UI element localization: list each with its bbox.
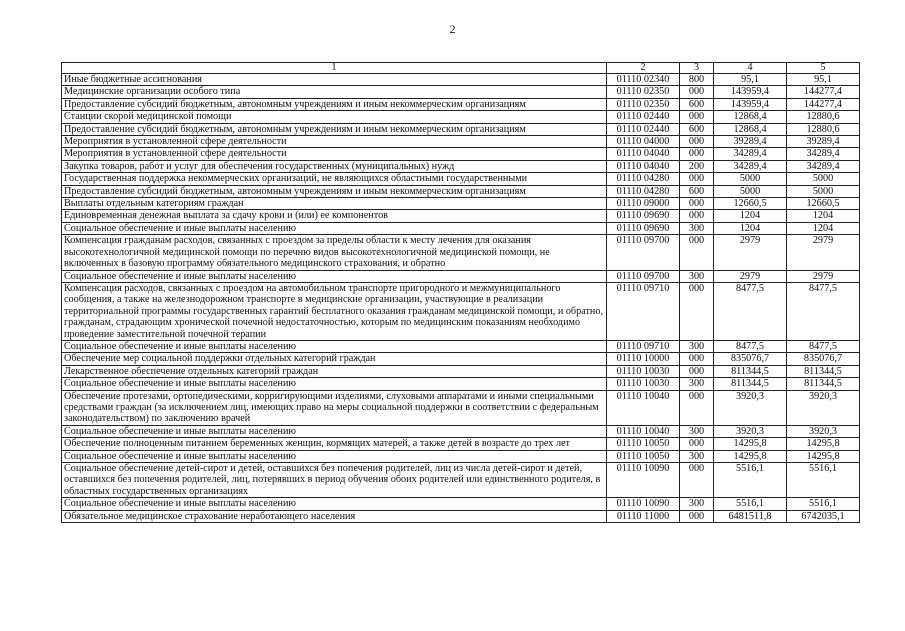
table-row [62,111,860,123]
row-amount-year-2: 39289,4 [787,136,860,148]
table-row [62,198,860,210]
column-header: 4 [714,63,787,74]
row-target-code: 01110 10090 [607,498,680,510]
row-amount-year-2: 5516,1 [787,498,860,510]
row-description: Медицинские организации особого типа [62,86,607,98]
row-target-code: 01110 02340 [607,74,680,86]
row-amount-year-1: 34289,4 [714,160,787,172]
row-description: Обязательное медицинское страхование неработающего населения [62,510,607,522]
row-target-code: 01110 04040 [607,148,680,160]
row-target-code: 01110 09700 [607,235,680,270]
row-amount-year-1: 5000 [714,185,787,197]
row-amount-year-2: 3920,3 [787,390,860,425]
row-description: Обеспечение полноценным питанием беременных женщин, кормящих матерей, а также детей в возрасте до трех лет [62,438,607,450]
row-expense-type: 300 [680,498,714,510]
row-amount-year-1: 8477,5 [714,282,787,340]
row-amount-year-1: 811344,5 [714,378,787,390]
table-row [62,74,860,86]
row-target-code: 01110 02350 [607,98,680,110]
table-row [62,160,860,172]
row-expense-type: 000 [680,136,714,148]
row-amount-year-2: 12880,6 [787,123,860,135]
table-row [62,86,860,98]
table-row [62,270,860,282]
table-row [62,463,860,498]
row-target-code: 01110 02350 [607,86,680,98]
row-target-code: 01110 09000 [607,198,680,210]
row-target-code: 01110 04280 [607,173,680,185]
row-amount-year-1: 2979 [714,235,787,270]
row-amount-year-2: 34289,4 [787,148,860,160]
row-description: Мероприятия в установленной сфере деятельности [62,148,607,160]
row-amount-year-2: 14295,8 [787,438,860,450]
row-target-code: 01110 02440 [607,111,680,123]
row-expense-type: 300 [680,222,714,234]
column-header: 2 [607,63,680,74]
row-amount-year-2: 811344,5 [787,378,860,390]
row-description: Государственная поддержка некоммерческих организаций, не являющихся областными государственными [62,173,607,185]
table-row [62,510,860,522]
row-target-code: 01110 09690 [607,222,680,234]
row-target-code: 01110 04040 [607,160,680,172]
row-expense-type: 000 [680,235,714,270]
row-amount-year-1: 95,1 [714,74,787,86]
row-expense-type: 300 [680,378,714,390]
row-description: Иные бюджетные ассигнования [62,74,607,86]
row-target-code: 01110 09700 [607,270,680,282]
row-description: Социальное обеспечение детей-сирот и детей, оставшихся без попечения родителей, лиц из числа детей-сирот и детей, оставшихся без попечения родителей, лиц, потерявших в период обучения обоих родителей или единственного родителя, в областных государственных организациях [62,463,607,498]
row-amount-year-1: 143959,4 [714,86,787,98]
table-row [62,438,860,450]
table-row [62,173,860,185]
row-amount-year-2: 95,1 [787,74,860,86]
row-amount-year-2: 8477,5 [787,340,860,352]
row-target-code: 01110 10090 [607,463,680,498]
row-amount-year-1: 5000 [714,173,787,185]
row-amount-year-2: 12660,5 [787,198,860,210]
row-amount-year-2: 5000 [787,185,860,197]
column-header: 5 [787,63,860,74]
row-amount-year-1: 5516,1 [714,463,787,498]
row-expense-type: 000 [680,365,714,377]
row-amount-year-2: 811344,5 [787,365,860,377]
row-expense-type: 300 [680,425,714,437]
row-description: Компенсация гражданам расходов, связанных с проездом за пределы области к месту лечения для оказания высокотехнологичной медицинской помощи по перечню видов высокотехнологичной медицинской помощи, не включенных в базовую программу обязательного медицинского страхования, и обратно [62,235,607,270]
row-expense-type: 000 [680,210,714,222]
table-row [62,390,860,425]
row-expense-type: 000 [680,111,714,123]
row-expense-type: 300 [680,270,714,282]
row-target-code: 01110 02440 [607,123,680,135]
row-amount-year-2: 14295,8 [787,450,860,462]
row-amount-year-1: 143959,4 [714,98,787,110]
row-amount-year-2: 34289,4 [787,160,860,172]
table-row [62,185,860,197]
table-header-row [62,63,860,74]
row-expense-type: 000 [680,438,714,450]
row-amount-year-1: 14295,8 [714,438,787,450]
budget-table [61,62,860,523]
row-amount-year-2: 8477,5 [787,282,860,340]
row-amount-year-1: 5516,1 [714,498,787,510]
row-description: Компенсация расходов, связанных с проездом на автомобильном транспорте пригородного и межмуниципального сообщения, а также на железнодорожном транспорте в медицинские организации, участвующие в реализации территориальной программы государственных гарантий бесплатного оказания гражданам медицинской помощи, и обратно, гражданам, страдающим хронической почечной недостаточностью, которым по медицинским показаниям необходимо проведение заместительной почечной терапии [62,282,607,340]
row-description: Социальное обеспечение и иные выплаты населению [62,378,607,390]
row-amount-year-1: 3920,3 [714,390,787,425]
column-header: 3 [680,63,714,74]
row-expense-type: 000 [680,148,714,160]
row-description: Социальное обеспечение и иные выплаты населению [62,340,607,352]
page-number: 2 [449,22,456,36]
row-amount-year-2: 1204 [787,210,860,222]
row-description: Предоставление субсидий бюджетным, автономным учреждениям и иным некоммерческим организациям [62,98,607,110]
row-target-code: 01110 04280 [607,185,680,197]
row-description: Социальное обеспечение и иные выплаты населению [62,425,607,437]
row-amount-year-2: 5516,1 [787,463,860,498]
row-expense-type: 000 [680,510,714,522]
row-amount-year-2: 144277,4 [787,98,860,110]
row-amount-year-1: 6481511,8 [714,510,787,522]
row-amount-year-2: 1204 [787,222,860,234]
row-amount-year-2: 5000 [787,173,860,185]
table-row [62,136,860,148]
row-target-code: 01110 09710 [607,282,680,340]
row-description: Социальное обеспечение и иные выплаты населению [62,270,607,282]
row-amount-year-1: 2979 [714,270,787,282]
table-row [62,353,860,365]
table-row [62,222,860,234]
row-expense-type: 000 [680,390,714,425]
row-expense-type: 600 [680,185,714,197]
row-target-code: 01110 10040 [607,425,680,437]
row-expense-type: 600 [680,98,714,110]
row-expense-type: 800 [680,74,714,86]
row-amount-year-1: 3920,3 [714,425,787,437]
row-amount-year-2: 2979 [787,270,860,282]
row-expense-type: 000 [680,353,714,365]
table-row [62,425,860,437]
row-description: Обеспечение мер социальной поддержки отдельных категорий граждан [62,353,607,365]
row-description: Мероприятия в установленной сфере деятельности [62,136,607,148]
row-target-code: 01110 10030 [607,378,680,390]
row-amount-year-1: 811344,5 [714,365,787,377]
row-target-code: 01110 10030 [607,365,680,377]
row-amount-year-2: 2979 [787,235,860,270]
row-amount-year-1: 14295,8 [714,450,787,462]
row-amount-year-1: 835076,7 [714,353,787,365]
table-row [62,450,860,462]
row-amount-year-1: 12660,5 [714,198,787,210]
row-amount-year-2: 12880,6 [787,111,860,123]
row-target-code: 01110 11000 [607,510,680,522]
row-expense-type: 000 [680,173,714,185]
row-description: Социальное обеспечение и иные выплаты населению [62,498,607,510]
row-target-code: 01110 04000 [607,136,680,148]
row-description: Обеспечение протезами, ортопедическими, корригирующими изделиями, слуховыми аппаратами и иными специальными средствами граждан (за исключением лиц, имеющих право на меры социальной поддержки в соответствии с федеральным законодательством) по заключению врачей [62,390,607,425]
row-description: Социальное обеспечение и иные выплаты населению [62,222,607,234]
row-amount-year-2: 3920,3 [787,425,860,437]
row-amount-year-1: 12868,4 [714,111,787,123]
row-description: Закупка товаров, работ и услуг для обеспечения государственных (муниципальных) нужд [62,160,607,172]
row-amount-year-2: 144277,4 [787,86,860,98]
row-target-code: 01110 10000 [607,353,680,365]
row-description: Выплаты отдельным категориям граждан [62,198,607,210]
table-row [62,210,860,222]
row-expense-type: 300 [680,340,714,352]
table-row [62,123,860,135]
row-amount-year-1: 39289,4 [714,136,787,148]
row-target-code: 01110 10040 [607,390,680,425]
row-expense-type: 000 [680,463,714,498]
row-expense-type: 000 [680,282,714,340]
table-row [62,282,860,340]
table-row [62,235,860,270]
row-amount-year-1: 8477,5 [714,340,787,352]
table-row [62,365,860,377]
row-description: Станции скорой медицинской помощи [62,111,607,123]
row-amount-year-1: 34289,4 [714,148,787,160]
row-expense-type: 000 [680,86,714,98]
table-row [62,148,860,160]
row-expense-type: 000 [680,198,714,210]
row-expense-type: 200 [680,160,714,172]
row-target-code: 01110 10050 [607,450,680,462]
row-amount-year-2: 6742035,1 [787,510,860,522]
row-description: Предоставление субсидий бюджетным, автономным учреждениям и иным некоммерческим организациям [62,123,607,135]
row-target-code: 01110 10050 [607,438,680,450]
column-header: 1 [62,63,607,74]
row-description: Единовременная денежная выплата за сдачу крови и (или) ее компонентов [62,210,607,222]
row-description: Социальное обеспечение и иные выплаты населению [62,450,607,462]
row-target-code: 01110 09710 [607,340,680,352]
row-description: Предоставление субсидий бюджетным, автономным учреждениям и иным некоммерческим организациям [62,185,607,197]
row-target-code: 01110 09690 [607,210,680,222]
table-row [62,98,860,110]
row-expense-type: 300 [680,450,714,462]
row-amount-year-1: 1204 [714,222,787,234]
table-row [62,340,860,352]
table-row [62,378,860,390]
row-description: Лекарственное обеспечение отдельных категорий граждан [62,365,607,377]
row-amount-year-1: 12868,4 [714,123,787,135]
row-expense-type: 600 [680,123,714,135]
row-amount-year-1: 1204 [714,210,787,222]
table-row [62,498,860,510]
row-amount-year-2: 835076,7 [787,353,860,365]
